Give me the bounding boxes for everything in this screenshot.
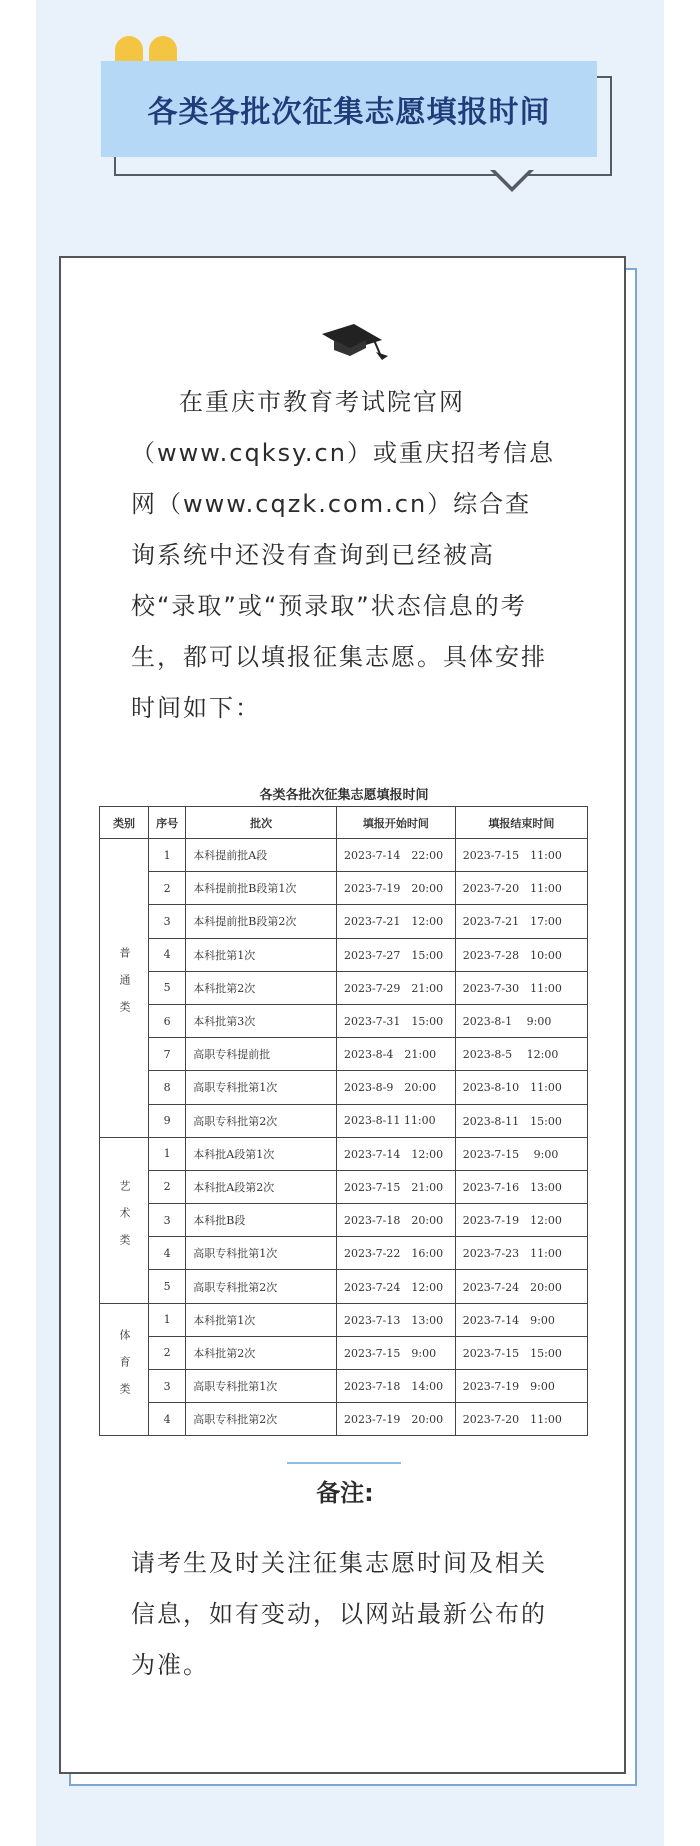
table-row: [100, 938, 588, 971]
index-cell: 4: [149, 1237, 186, 1270]
index-cell: 1: [149, 1137, 186, 1170]
table-row: [100, 1104, 588, 1137]
index-cell: 5: [149, 971, 186, 1004]
index-cell: 3: [149, 1204, 186, 1237]
table-row: [100, 1170, 588, 1203]
batch-cell: 高职专科批第1次: [186, 1370, 337, 1403]
table-row: [100, 1137, 588, 1170]
batch-cell: 本科批B段: [186, 1204, 337, 1237]
table-body: [100, 839, 588, 1436]
table-row: [100, 1237, 588, 1270]
start-time-cell: 2023-8-9 20:00: [336, 1071, 455, 1104]
category-cell: 普通类: [100, 839, 149, 1138]
index-cell: 2: [149, 872, 186, 905]
column-header: 填报结束时间: [455, 807, 587, 839]
start-time-cell: 2023-7-29 21:00: [336, 971, 455, 1004]
intro-paragraph: 在重庆市教育考试院官网（www.cqksy.cn）或重庆招考信息网（www.cqzk.com.cn）综合查询系统中还没有查询到已经被高校“录取”或“预录取”状态信息的考生，都可以填报征集志愿。具体安排时间如下：: [131, 388, 555, 722]
table-row: [100, 1403, 588, 1436]
batch-cell: 本科提前批B段第2次: [186, 905, 337, 938]
end-time-cell: 2023-7-30 11:00: [455, 971, 587, 1004]
end-time-cell: 2023-8-11 15:00: [455, 1104, 587, 1137]
end-time-cell: 2023-8-5 12:00: [455, 1038, 587, 1071]
start-time-cell: 2023-7-14 12:00: [336, 1137, 455, 1170]
table-title: 各类各批次征集志愿填报时间: [259, 788, 429, 803]
index-cell: 7: [149, 1038, 186, 1071]
end-time-cell: 2023-7-20 11:00: [455, 872, 587, 905]
index-cell: 9: [149, 1104, 186, 1137]
end-time-cell: 2023-7-16 13:00: [455, 1170, 587, 1203]
table-row: [100, 1004, 588, 1037]
batch-cell: 本科批A段第2次: [186, 1170, 337, 1203]
category-cell: 艺术类: [100, 1137, 149, 1303]
batch-cell: 本科批第3次: [186, 1004, 337, 1037]
batch-cell: 本科批A段第1次: [186, 1137, 337, 1170]
index-cell: 4: [149, 1403, 186, 1436]
note-text: 请考生及时关注征集志愿时间及相关信息，如有变动，以网站最新公布的为准。: [131, 1549, 547, 1679]
table-row: [100, 1370, 588, 1403]
index-cell: 2: [149, 1336, 186, 1369]
category-cell: 体育类: [100, 1303, 149, 1436]
column-header: 类别: [100, 807, 149, 839]
table-row: [100, 872, 588, 905]
table-row: [100, 1336, 588, 1369]
end-time-cell: 2023-7-19 9:00: [455, 1370, 587, 1403]
start-time-cell: 2023-8-11 11:00: [336, 1104, 455, 1137]
note-divider: [287, 1462, 401, 1464]
end-time-cell: 2023-7-19 12:00: [455, 1204, 587, 1237]
end-time-cell: 2023-7-15 11:00: [455, 839, 587, 872]
start-time-cell: 2023-7-18 14:00: [336, 1370, 455, 1403]
index-cell: 5: [149, 1270, 186, 1303]
end-time-cell: 2023-7-23 11:00: [455, 1237, 587, 1270]
page-title: 各类各批次征集志愿填报时间: [147, 95, 551, 130]
batch-cell: 本科提前批B段第1次: [186, 872, 337, 905]
start-time-cell: 2023-7-15 21:00: [336, 1170, 455, 1203]
table-row: [100, 905, 588, 938]
batch-cell: 高职专科批第2次: [186, 1403, 337, 1436]
end-time-cell: 2023-7-28 10:00: [455, 938, 587, 971]
start-time-cell: 2023-7-14 22:00: [336, 839, 455, 872]
table-row: [100, 1270, 588, 1303]
index-cell: 8: [149, 1071, 186, 1104]
index-cell: 4: [149, 938, 186, 971]
start-time-cell: 2023-8-4 21:00: [336, 1038, 455, 1071]
end-time-cell: 2023-7-24 20:00: [455, 1270, 587, 1303]
batch-cell: 本科批第2次: [186, 971, 337, 1004]
start-time-cell: 2023-7-18 20:00: [336, 1204, 455, 1237]
batch-cell: 高职专科批第2次: [186, 1270, 337, 1303]
start-time-cell: 2023-7-24 12:00: [336, 1270, 455, 1303]
batch-cell: 本科批第1次: [186, 1303, 337, 1336]
end-time-cell: 2023-7-21 17:00: [455, 905, 587, 938]
table-row: [100, 1038, 588, 1071]
end-time-cell: 2023-7-15 9:00: [455, 1137, 587, 1170]
column-header: 序号: [149, 807, 186, 839]
start-time-cell: 2023-7-22 16:00: [336, 1237, 455, 1270]
graduation-cap-icon: [320, 320, 398, 362]
end-time-cell: 2023-8-1 9:00: [455, 1004, 587, 1037]
note-title: 备注:: [316, 1479, 374, 1507]
banner-pointer: [490, 170, 534, 192]
table-header: [100, 807, 588, 839]
end-time-cell: 2023-8-10 11:00: [455, 1071, 587, 1104]
start-time-cell: 2023-7-13 13:00: [336, 1303, 455, 1336]
table-row: [100, 839, 588, 872]
schedule-table: [99, 806, 588, 1436]
start-time-cell: 2023-7-21 12:00: [336, 905, 455, 938]
start-time-cell: 2023-7-31 15:00: [336, 1004, 455, 1037]
batch-cell: 高职专科批第1次: [186, 1071, 337, 1104]
end-time-cell: 2023-7-14 9:00: [455, 1303, 587, 1336]
index-cell: 3: [149, 1370, 186, 1403]
start-time-cell: 2023-7-15 9:00: [336, 1336, 455, 1369]
end-time-cell: 2023-7-20 11:00: [455, 1403, 587, 1436]
batch-cell: 本科批第1次: [186, 938, 337, 971]
batch-cell: 本科提前批A段: [186, 839, 337, 872]
batch-cell: 高职专科批第2次: [186, 1104, 337, 1137]
column-header: 填报开始时间: [336, 807, 455, 839]
index-cell: 6: [149, 1004, 186, 1037]
batch-cell: 高职专科提前批: [186, 1038, 337, 1071]
table-row: [100, 1204, 588, 1237]
index-cell: 3: [149, 905, 186, 938]
column-header: 批次: [186, 807, 337, 839]
start-time-cell: 2023-7-19 20:00: [336, 872, 455, 905]
title-banner: [101, 61, 597, 157]
start-time-cell: 2023-7-27 15:00: [336, 938, 455, 971]
table-row: [100, 1071, 588, 1104]
table-row: [100, 971, 588, 1004]
batch-cell: 高职专科批第1次: [186, 1237, 337, 1270]
batch-cell: 本科批第2次: [186, 1336, 337, 1369]
end-time-cell: 2023-7-15 15:00: [455, 1336, 587, 1369]
index-cell: 2: [149, 1170, 186, 1203]
start-time-cell: 2023-7-19 20:00: [336, 1403, 455, 1436]
index-cell: 1: [149, 839, 186, 872]
table-row: [100, 1303, 588, 1336]
index-cell: 1: [149, 1303, 186, 1336]
